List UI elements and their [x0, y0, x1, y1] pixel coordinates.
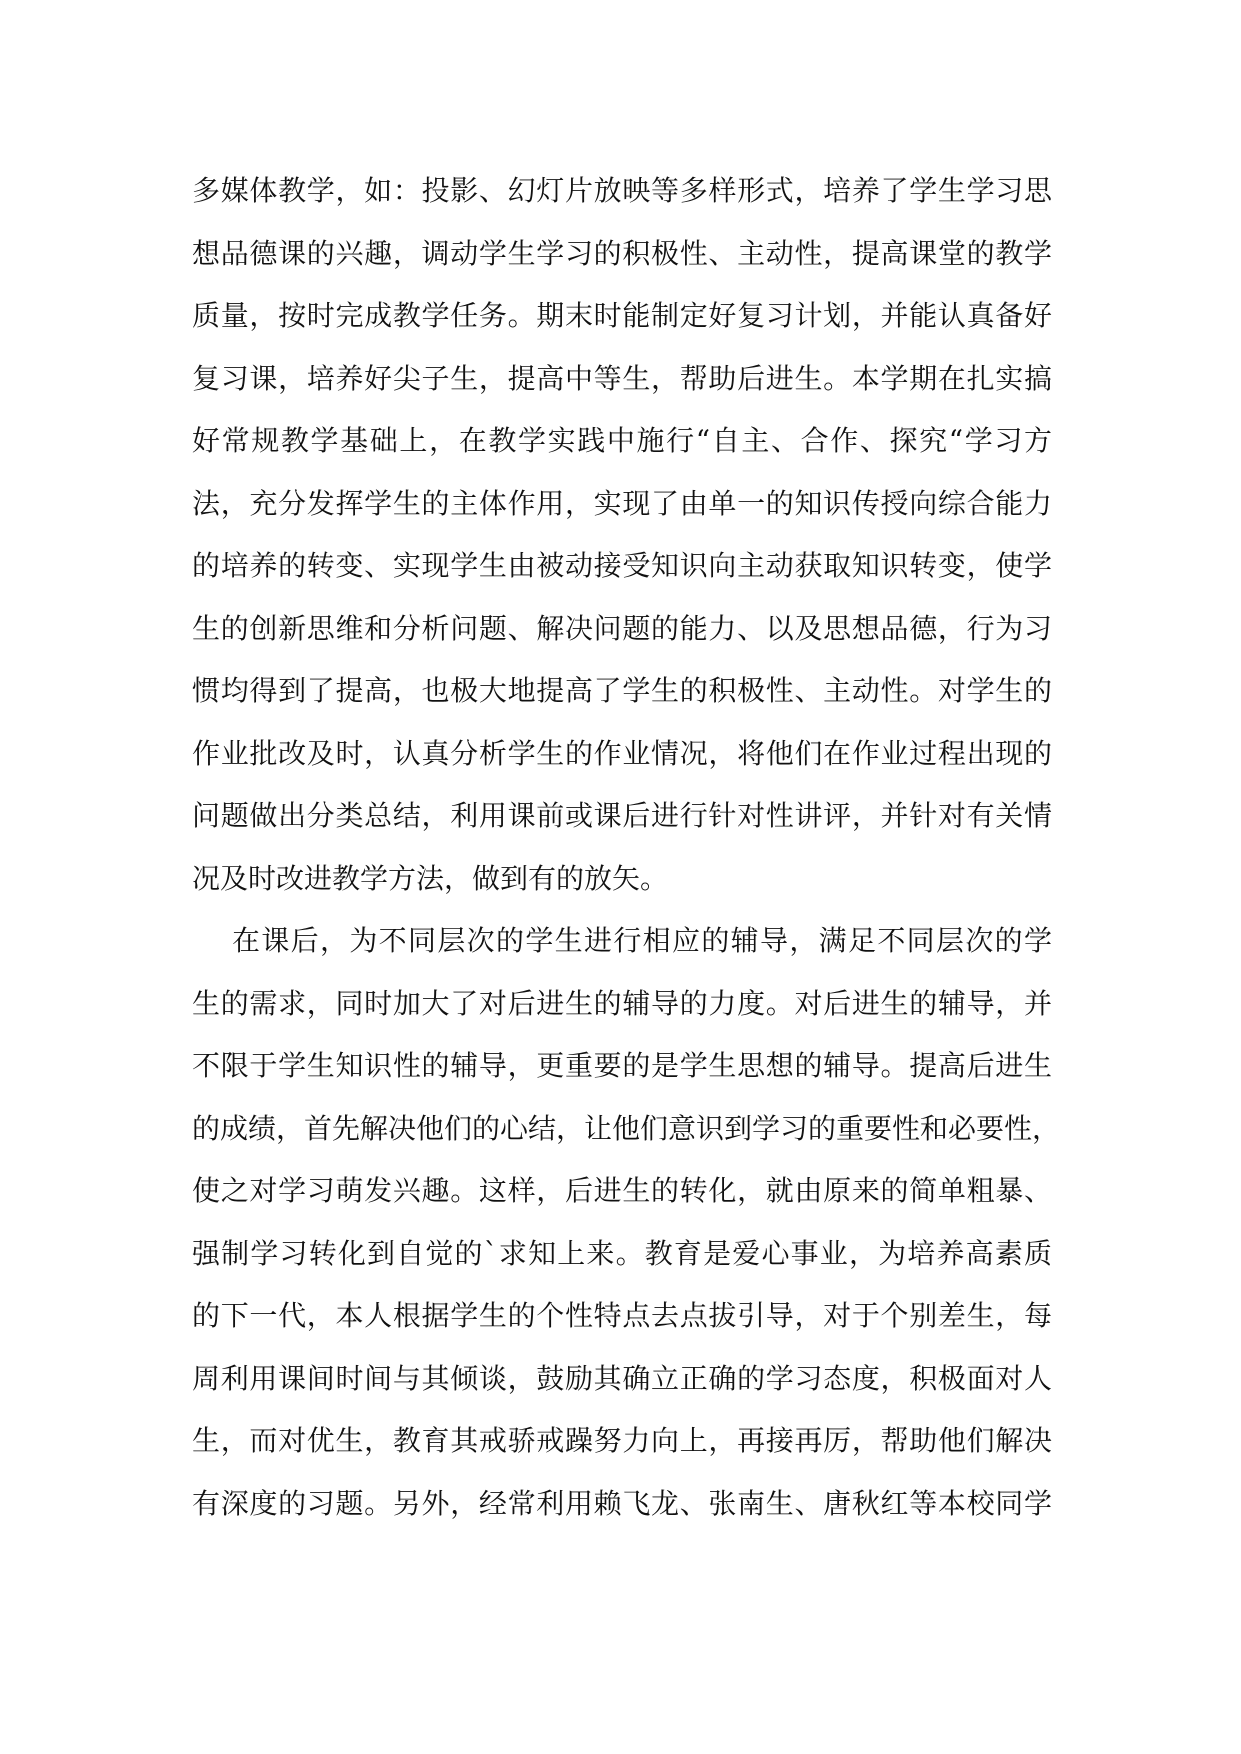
paragraph: [192, 160, 1052, 910]
text-line: 使之对学习萌发兴趣。这样，后进生的转化，就由原来的简单粗暴、: [192, 1174, 1052, 1207]
paragraph: [192, 910, 1061, 1535]
text-line: 好常规教学基础上，在教学实践中施行“自主、合作、探究“学习方: [192, 424, 1052, 457]
text-line: 生的需求，同时加大了对后进生的辅导的力度。对后进生的辅导，并: [192, 986, 1052, 1020]
text-line: 周利用课间时间与其倾谈，鼓励其确立正确的学习态度，积极面对人: [192, 1361, 1052, 1395]
text-line: 不限于学生知识性的辅导，更重要的是学生思想的辅导。提高后进生: [192, 1049, 1052, 1082]
text-line: 的成绩，首先解决他们的心结，让他们意识到学习的重要性和必要性，: [192, 1111, 1061, 1145]
text-line: 法，充分发挥学生的主体作用，实现了由单一的知识传授向综合能力: [192, 486, 1052, 520]
text-line: 强制学习转化到自觉的`求知上来。教育是爱心事业，为培养高素质: [192, 1236, 1052, 1270]
text-line: 复习课，培养好尖子生，提高中等生，帮助后进生。本学期在扎实搞: [192, 361, 1052, 395]
text-line: 作业批改及时，认真分析学生的作业情况，将他们在作业过程出现的: [192, 736, 1052, 770]
text-line: 惯均得到了提高，也极大地提高了学生的积极性、主动性。对学生的: [192, 674, 1052, 707]
text-line: 的下一代，本人根据学生的个性特点去点拔引导，对于个别差生，每: [192, 1299, 1052, 1332]
text-line: 在课后，为不同层次的学生进行相应的辅导，满足不同层次的学: [232, 924, 1052, 957]
text-line: 有深度的习题。另外，经常利用赖飞龙、张南生、唐秋红等本校同学: [192, 1486, 1052, 1520]
text-line: 生，而对优生，教育其戒骄戒躁努力向上，再接再厉，帮助他们解决: [192, 1424, 1052, 1457]
text-line: 问题做出分类总结，利用课前或课后进行针对性讲评，并针对有关情: [192, 799, 1052, 832]
text-line: 生的创新思维和分析问题、解决问题的能力、以及思想品德，行为习: [192, 611, 1052, 645]
text-line: 的培养的转变、实现学生由被动接受知识向主动获取知识转变，使学: [192, 549, 1052, 582]
text-line: 多媒体教学，如：投影、幻灯片放映等多样形式，培养了学生学习思: [192, 174, 1052, 207]
text-line: 想品德课的兴趣，调动学生学习的积极性、主动性，提高课堂的教学: [192, 236, 1052, 270]
body-text: [192, 160, 1061, 1535]
text-line: 况及时改进教学方法，做到有的放矢。: [192, 861, 669, 895]
text-line: 质量，按时完成教学任务。期末时能制定好复习计划，并能认真备好: [192, 299, 1052, 332]
